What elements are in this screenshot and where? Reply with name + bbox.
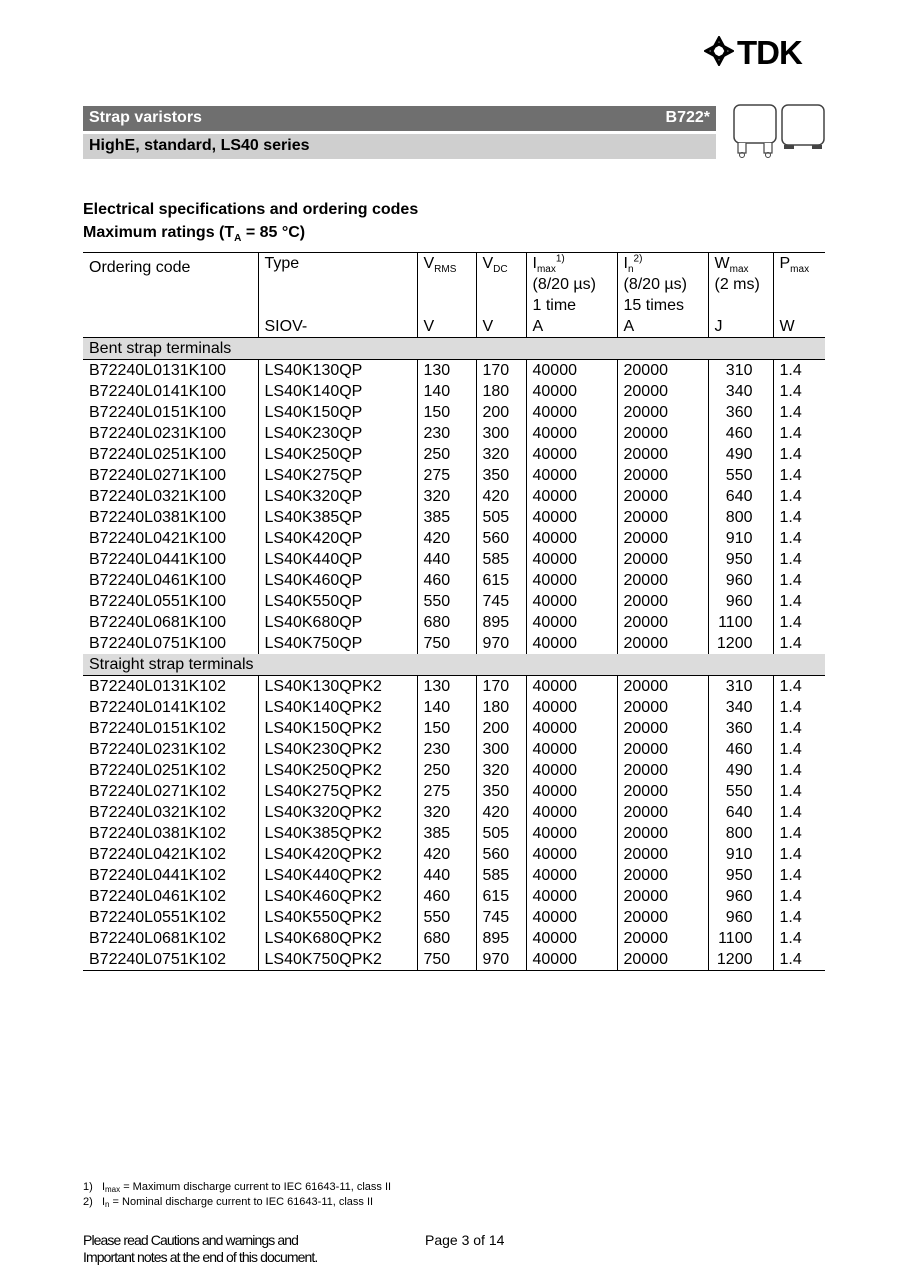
table-cell: 40000 bbox=[526, 697, 617, 718]
table-cell: 505 bbox=[476, 823, 526, 844]
section-heading: Electrical specifications and ordering codes bbox=[83, 201, 419, 218]
table-cell: 550 bbox=[708, 465, 773, 486]
table-row bbox=[83, 423, 825, 444]
section-subheading: Maximum ratings ($T_A = 85$ °C) bbox=[83, 224, 306, 245]
table-cell: 150 bbox=[417, 402, 476, 423]
table-cell: LS40K460QP bbox=[258, 570, 417, 591]
table-cell: 745 bbox=[476, 907, 526, 928]
table-cell: 20000 bbox=[617, 360, 708, 382]
table-cell: 310 bbox=[708, 676, 773, 698]
table-cell: B72240L0321K100 bbox=[89, 488, 227, 505]
table-cell: 40000 bbox=[526, 612, 617, 633]
table-cell: 1.4 bbox=[773, 381, 825, 402]
table-cell: 460 bbox=[708, 423, 773, 444]
table-cell: 130 bbox=[417, 676, 476, 698]
table-cell: LS40K460QPK2 bbox=[258, 886, 417, 907]
table-cell: B72240L0321K102 bbox=[89, 804, 227, 821]
table-cell: 1.4 bbox=[773, 402, 825, 423]
table-cell: 680 bbox=[417, 928, 476, 949]
table-cell: LS40K230QPK2 bbox=[258, 739, 417, 760]
table-cell: 20000 bbox=[617, 928, 708, 949]
table-cell: 460 bbox=[417, 570, 476, 591]
table-cell: 1.4 bbox=[773, 781, 825, 802]
table-cell: LS40K130QP bbox=[258, 360, 417, 382]
table-cell: 1.4 bbox=[773, 528, 825, 549]
table-cell: 550 bbox=[417, 591, 476, 612]
table-cell: 490 bbox=[708, 760, 773, 781]
unit-cell bbox=[83, 316, 258, 338]
table-cell: 40000 bbox=[526, 886, 617, 907]
table-row bbox=[83, 381, 825, 402]
table-row bbox=[83, 760, 825, 781]
table-cell: B72240L0381K102 bbox=[89, 825, 227, 842]
table-cell: 20000 bbox=[617, 549, 708, 570]
table-cell: 745 bbox=[476, 591, 526, 612]
table-cell: LS40K680QPK2 bbox=[258, 928, 417, 949]
header-ordering-code: Ordering code bbox=[89, 259, 191, 276]
table-cell: 340 bbox=[708, 697, 773, 718]
table-cell: LS40K140QPK2 bbox=[258, 697, 417, 718]
unit-cell: SIOV- bbox=[258, 316, 417, 338]
table-cell: 40000 bbox=[526, 507, 617, 528]
table-cell: 800 bbox=[708, 823, 773, 844]
table-cell: 1100 bbox=[708, 612, 773, 633]
table-cell: LS40K750QP bbox=[258, 633, 417, 654]
table-cell: B72240L0151K102 bbox=[89, 720, 227, 737]
table-row bbox=[83, 486, 825, 507]
table-cell: 615 bbox=[476, 886, 526, 907]
table-cell: B72240L0751K100 bbox=[89, 635, 227, 652]
table-cell: LS40K420QP bbox=[258, 528, 417, 549]
table-cell: 320 bbox=[417, 802, 476, 823]
section-title: Bent strap terminals bbox=[83, 338, 825, 360]
unit-cell: A bbox=[526, 316, 617, 338]
table-cell: 200 bbox=[476, 718, 526, 739]
table-cell: 950 bbox=[708, 549, 773, 570]
table-cell: 680 bbox=[417, 612, 476, 633]
table-cell: LS40K385QPK2 bbox=[258, 823, 417, 844]
table-cell: 20000 bbox=[617, 718, 708, 739]
table-cell: 960 bbox=[708, 907, 773, 928]
table-cell: 275 bbox=[417, 465, 476, 486]
table-row bbox=[83, 928, 825, 949]
table-cell: 490 bbox=[708, 444, 773, 465]
table-cell: 1.4 bbox=[773, 612, 825, 633]
table-cell: 40000 bbox=[526, 528, 617, 549]
table-cell: 350 bbox=[476, 781, 526, 802]
table-cell: 1.4 bbox=[773, 591, 825, 612]
table-cell: B72240L0231K102 bbox=[89, 741, 227, 758]
table-cell: 585 bbox=[476, 865, 526, 886]
table-cell: 40000 bbox=[526, 486, 617, 507]
table-row bbox=[83, 549, 825, 570]
table-cell: 275 bbox=[417, 781, 476, 802]
table-cell: 1.4 bbox=[773, 865, 825, 886]
product-title-bar bbox=[83, 106, 716, 131]
table-cell: 20000 bbox=[617, 781, 708, 802]
table-cell: 20000 bbox=[617, 612, 708, 633]
table-row bbox=[83, 360, 825, 382]
table-cell: 230 bbox=[417, 423, 476, 444]
table-cell: 1.4 bbox=[773, 486, 825, 507]
table-cell: 20000 bbox=[617, 402, 708, 423]
table-cell: 20000 bbox=[617, 844, 708, 865]
bent-strap-varistor-icon bbox=[732, 103, 778, 163]
table-cell: 40000 bbox=[526, 444, 617, 465]
table-row bbox=[83, 465, 825, 486]
header-vrms: $V_{RMS}$ bbox=[417, 253, 476, 317]
table-cell: 640 bbox=[708, 486, 773, 507]
table-cell: 970 bbox=[476, 633, 526, 654]
table-cell: 1.4 bbox=[773, 760, 825, 781]
table-cell: 20000 bbox=[617, 865, 708, 886]
table-cell: 40000 bbox=[526, 781, 617, 802]
table-cell: 40000 bbox=[526, 633, 617, 654]
table-row bbox=[83, 591, 825, 612]
table-cell: 40000 bbox=[526, 865, 617, 886]
table-cell: B72240L0231K100 bbox=[89, 425, 227, 442]
table-cell: 1.4 bbox=[773, 886, 825, 907]
table-cell: 250 bbox=[417, 444, 476, 465]
brand-name: TDK bbox=[737, 34, 802, 71]
product-subtitle-bar bbox=[83, 134, 716, 159]
table-cell: 150 bbox=[417, 718, 476, 739]
section-row bbox=[83, 654, 825, 676]
table-cell: B72240L0131K102 bbox=[89, 678, 227, 695]
footer-note bbox=[83, 1232, 317, 1266]
table-cell: B72240L0441K100 bbox=[89, 551, 227, 568]
table-cell: B72240L0271K100 bbox=[89, 467, 227, 484]
table-cell: 460 bbox=[417, 886, 476, 907]
table-cell: 40000 bbox=[526, 381, 617, 402]
table-cell: 360 bbox=[708, 718, 773, 739]
table-cell: 910 bbox=[708, 528, 773, 549]
table-cell: 950 bbox=[708, 865, 773, 886]
table-cell: 320 bbox=[417, 486, 476, 507]
table-cell: LS40K440QP bbox=[258, 549, 417, 570]
table-cell: B72240L0461K102 bbox=[89, 888, 227, 905]
table-row bbox=[83, 697, 825, 718]
table-cell: B72240L0421K100 bbox=[89, 530, 227, 547]
header-imax: $I_{max}^{1)}$ (8/20 µs) 1 time bbox=[526, 253, 617, 317]
table-cell: LS40K385QP bbox=[258, 507, 417, 528]
section-title: Straight strap terminals bbox=[83, 654, 825, 676]
table-cell: LS40K140QP bbox=[258, 381, 417, 402]
table-cell: 1.4 bbox=[773, 570, 825, 591]
table-cell: LS40K550QP bbox=[258, 591, 417, 612]
table-row bbox=[83, 865, 825, 886]
table-cell: LS40K680QP bbox=[258, 612, 417, 633]
table-cell: 340 bbox=[708, 381, 773, 402]
table-cell: 585 bbox=[476, 549, 526, 570]
table-cell: 560 bbox=[476, 844, 526, 865]
table-cell: 130 bbox=[417, 360, 476, 382]
table-cell: LS40K230QP bbox=[258, 423, 417, 444]
specifications-table bbox=[83, 252, 825, 971]
product-title: Strap varistors bbox=[89, 109, 202, 126]
footnote-2: 2) In = Nominal discharge current to IEC 61643-11, class II bbox=[83, 1196, 374, 1209]
table-row bbox=[83, 528, 825, 549]
table-cell: B72240L0461K100 bbox=[89, 572, 227, 589]
table-cell: 20000 bbox=[617, 886, 708, 907]
header-wmax: $W_{max}$ (2 ms) bbox=[708, 253, 773, 317]
table-cell: 960 bbox=[708, 570, 773, 591]
table-cell: 960 bbox=[708, 591, 773, 612]
table-cell: 1.4 bbox=[773, 823, 825, 844]
table-cell: 300 bbox=[476, 739, 526, 760]
table-cell: 40000 bbox=[526, 802, 617, 823]
table-cell: 1.4 bbox=[773, 802, 825, 823]
table-cell: 300 bbox=[476, 423, 526, 444]
tdk-logo bbox=[704, 36, 828, 70]
table-cell: 40000 bbox=[526, 928, 617, 949]
table-cell: B72240L0151K100 bbox=[89, 404, 227, 421]
table-cell: 1.4 bbox=[773, 844, 825, 865]
table-cell: LS40K420QPK2 bbox=[258, 844, 417, 865]
table-cell: 615 bbox=[476, 570, 526, 591]
table-cell: 750 bbox=[417, 949, 476, 971]
table-units-row bbox=[83, 316, 825, 338]
table-cell: 960 bbox=[708, 886, 773, 907]
table-cell: 40000 bbox=[526, 570, 617, 591]
table-cell: 40000 bbox=[526, 844, 617, 865]
table-row bbox=[83, 844, 825, 865]
table-row bbox=[83, 907, 825, 928]
table-row bbox=[83, 633, 825, 654]
table-cell: 20000 bbox=[617, 465, 708, 486]
table-cell: 170 bbox=[476, 360, 526, 382]
table-cell: 20000 bbox=[617, 423, 708, 444]
table-cell: B72240L0251K100 bbox=[89, 446, 227, 463]
header-in: $I_n^{2)}$ (8/20 µs) 15 times bbox=[617, 253, 708, 317]
tdk-logo-icon bbox=[704, 36, 734, 66]
table-cell: 40000 bbox=[526, 402, 617, 423]
table-cell: LS40K250QPK2 bbox=[258, 760, 417, 781]
table-row bbox=[83, 507, 825, 528]
table-row bbox=[83, 444, 825, 465]
table-cell: 20000 bbox=[617, 760, 708, 781]
table-cell: 40000 bbox=[526, 360, 617, 382]
table-cell: LS40K150QPK2 bbox=[258, 718, 417, 739]
table-cell: 420 bbox=[476, 486, 526, 507]
table-cell: 40000 bbox=[526, 718, 617, 739]
table-cell: 20000 bbox=[617, 486, 708, 507]
table-cell: 640 bbox=[708, 802, 773, 823]
header-type: Type bbox=[258, 253, 417, 317]
table-cell: 1200 bbox=[708, 633, 773, 654]
table-cell: 1200 bbox=[708, 949, 773, 971]
table-cell: 420 bbox=[417, 844, 476, 865]
table-cell: 420 bbox=[476, 802, 526, 823]
table-row bbox=[83, 823, 825, 844]
table-cell: 40000 bbox=[526, 907, 617, 928]
header-pmax: $P_{max}$ bbox=[773, 253, 825, 317]
table-cell: 385 bbox=[417, 823, 476, 844]
table-cell: B72240L0681K102 bbox=[89, 930, 227, 947]
table-cell: 20000 bbox=[617, 802, 708, 823]
table-cell: LS40K550QPK2 bbox=[258, 907, 417, 928]
unit-cell: V bbox=[417, 316, 476, 338]
unit-cell: J bbox=[708, 316, 773, 338]
table-cell: B72240L0751K102 bbox=[83, 949, 258, 971]
table-cell: LS40K250QP bbox=[258, 444, 417, 465]
table-cell: 40000 bbox=[526, 549, 617, 570]
table-cell: B72240L0381K100 bbox=[89, 509, 227, 526]
table-row bbox=[83, 402, 825, 423]
table-cell: 40000 bbox=[526, 739, 617, 760]
table-cell: 40000 bbox=[526, 465, 617, 486]
table-cell: 20000 bbox=[617, 570, 708, 591]
table-cell: 320 bbox=[476, 760, 526, 781]
table-cell: 550 bbox=[708, 781, 773, 802]
table-cell: 505 bbox=[476, 507, 526, 528]
table-cell: 40000 bbox=[526, 423, 617, 444]
table-cell: 1.4 bbox=[773, 676, 825, 698]
table-cell: 1.4 bbox=[773, 718, 825, 739]
footer-note-line: Please read Cautions and warnings and bbox=[83, 1232, 298, 1248]
table-cell: 200 bbox=[476, 402, 526, 423]
table-cell: 20000 bbox=[617, 949, 708, 971]
table-cell: 20000 bbox=[617, 697, 708, 718]
table-cell: 1.4 bbox=[773, 507, 825, 528]
table-cell: 20000 bbox=[617, 507, 708, 528]
table-cell: 1.4 bbox=[773, 360, 825, 382]
table-cell: 550 bbox=[417, 907, 476, 928]
table-cell: B72240L0441K102 bbox=[89, 867, 227, 884]
table-cell: 20000 bbox=[617, 739, 708, 760]
table-cell: 1.4 bbox=[773, 465, 825, 486]
table-cell: B72240L0421K102 bbox=[89, 846, 227, 863]
table-cell: LS40K275QP bbox=[258, 465, 417, 486]
table-cell: 140 bbox=[417, 381, 476, 402]
table-cell: 1.4 bbox=[773, 739, 825, 760]
table-row bbox=[83, 676, 825, 698]
table-cell: 385 bbox=[417, 507, 476, 528]
table-cell: 750 bbox=[417, 633, 476, 654]
table-cell: 20000 bbox=[617, 676, 708, 698]
page-number: Page 3 of 14 bbox=[425, 1232, 505, 1248]
table-cell: B72240L0681K100 bbox=[89, 614, 227, 631]
table-row bbox=[83, 612, 825, 633]
table-cell: 20000 bbox=[617, 528, 708, 549]
straight-strap-varistor-icon bbox=[780, 103, 826, 163]
unit-cell: V bbox=[476, 316, 526, 338]
table-cell: 40000 bbox=[526, 591, 617, 612]
table-cell: 170 bbox=[476, 676, 526, 698]
table-cell: 1.4 bbox=[773, 949, 825, 971]
table-row bbox=[83, 949, 825, 971]
header-vdc: $V_{DC}$ bbox=[476, 253, 526, 317]
table-cell: 320 bbox=[476, 444, 526, 465]
table-cell: 1.4 bbox=[773, 549, 825, 570]
table-cell: 350 bbox=[476, 465, 526, 486]
table-cell: 420 bbox=[417, 528, 476, 549]
table-cell: 180 bbox=[476, 697, 526, 718]
table-cell: 20000 bbox=[617, 591, 708, 612]
table-cell: 250 bbox=[417, 760, 476, 781]
table-cell: B72240L0131K100 bbox=[89, 362, 227, 379]
table-cell: 40000 bbox=[526, 760, 617, 781]
table-cell: B72240L0141K100 bbox=[89, 383, 227, 400]
table-cell: 560 bbox=[476, 528, 526, 549]
table-cell: 1100 bbox=[708, 928, 773, 949]
table-cell: 180 bbox=[476, 381, 526, 402]
table-row bbox=[83, 718, 825, 739]
table-cell: 20000 bbox=[617, 823, 708, 844]
table-row bbox=[83, 886, 825, 907]
table-cell: B72240L0551K100 bbox=[89, 593, 227, 610]
table-cell: B72240L0141K102 bbox=[89, 699, 227, 716]
table-cell: B72240L0551K102 bbox=[89, 909, 227, 926]
table-cell: 1.4 bbox=[773, 633, 825, 654]
table-cell: LS40K150QP bbox=[258, 402, 417, 423]
table-cell: 310 bbox=[708, 360, 773, 382]
table-cell: LS40K275QPK2 bbox=[258, 781, 417, 802]
table-cell: 40000 bbox=[526, 676, 617, 698]
table-row bbox=[83, 802, 825, 823]
table-cell: 1.4 bbox=[773, 697, 825, 718]
product-subtitle: HighE, standard, LS40 series bbox=[89, 137, 310, 154]
table-cell: 910 bbox=[708, 844, 773, 865]
table-cell: LS40K750QPK2 bbox=[258, 949, 417, 971]
table-cell: 970 bbox=[476, 949, 526, 971]
table-cell: LS40K320QPK2 bbox=[258, 802, 417, 823]
table-row bbox=[83, 781, 825, 802]
table-cell: 1.4 bbox=[773, 928, 825, 949]
unit-cell: A bbox=[617, 316, 708, 338]
table-cell: 20000 bbox=[617, 907, 708, 928]
table-cell: B72240L0251K102 bbox=[89, 762, 227, 779]
table-cell: 800 bbox=[708, 507, 773, 528]
table-cell: 40000 bbox=[526, 823, 617, 844]
table-header-row bbox=[83, 253, 825, 317]
unit-cell: W bbox=[773, 316, 825, 338]
table-cell: 360 bbox=[708, 402, 773, 423]
table-cell: LS40K130QPK2 bbox=[258, 676, 417, 698]
table-cell: LS40K440QPK2 bbox=[258, 865, 417, 886]
table-cell: 440 bbox=[417, 549, 476, 570]
section-row bbox=[83, 338, 825, 360]
table-row bbox=[83, 570, 825, 591]
table-cell: 230 bbox=[417, 739, 476, 760]
table-cell: B72240L0271K102 bbox=[89, 783, 227, 800]
table-cell: 1.4 bbox=[773, 907, 825, 928]
table-cell: 440 bbox=[417, 865, 476, 886]
footer-note-line: Important notes at the end of this document. bbox=[83, 1249, 318, 1265]
table-cell: 20000 bbox=[617, 444, 708, 465]
table-cell: 895 bbox=[476, 928, 526, 949]
product-code: B722* bbox=[665, 109, 710, 126]
table-cell: 460 bbox=[708, 739, 773, 760]
table-cell: 20000 bbox=[617, 633, 708, 654]
footnote-1: 1) Imax = Maximum discharge current to IEC 61643-11, class II bbox=[83, 1181, 392, 1194]
table-cell: 40000 bbox=[526, 949, 617, 971]
table-cell: 895 bbox=[476, 612, 526, 633]
table-cell: 140 bbox=[417, 697, 476, 718]
table-cell: 20000 bbox=[617, 381, 708, 402]
table-cell: 1.4 bbox=[773, 444, 825, 465]
table-cell: 1.4 bbox=[773, 423, 825, 444]
table-cell: LS40K320QP bbox=[258, 486, 417, 507]
table-row bbox=[83, 739, 825, 760]
